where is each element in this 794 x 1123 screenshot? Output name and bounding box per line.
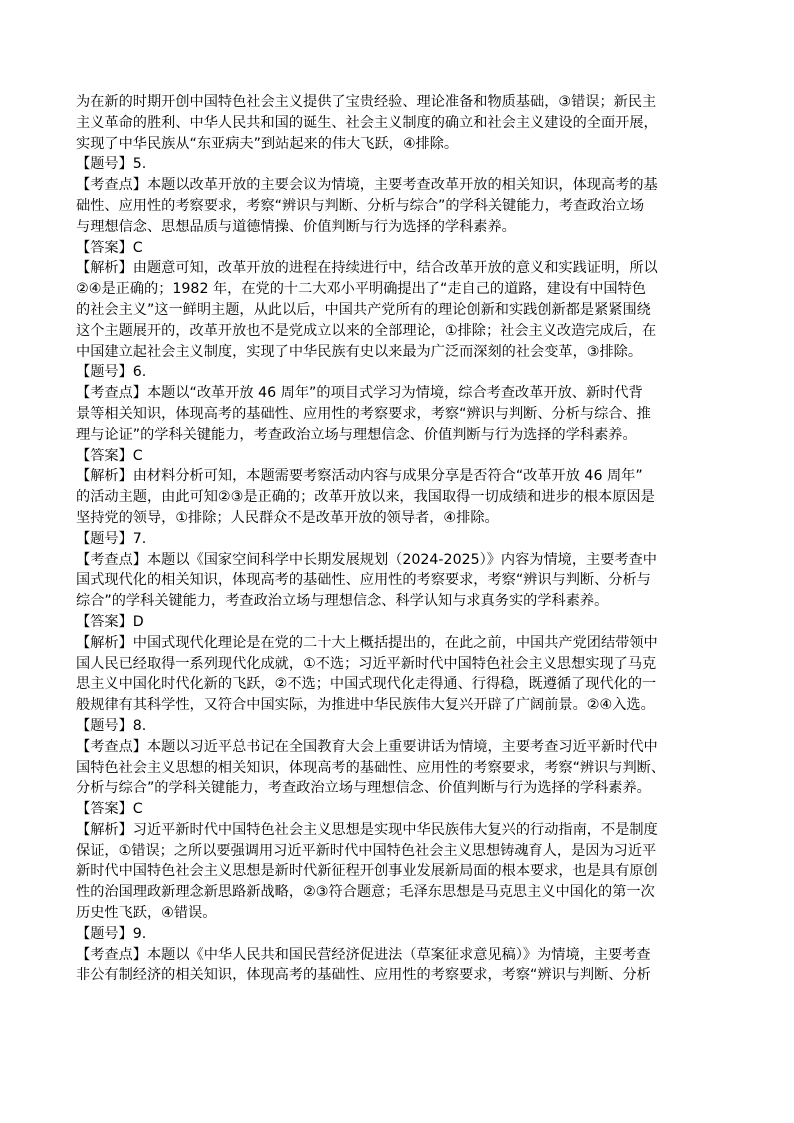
text-line: 国特色社会主义思想的相关知识，体现高考的基础性、应用性的考察要求，考察“辨识与判断、	[76, 759, 666, 776]
text-line: 国式现代化的相关知识，体现高考的基础性、应用性的考察要求，考察“辨识与判断、分析与	[76, 572, 651, 589]
paragraph-continuation	[76, 92, 720, 154]
text-line: 【题号】9.	[76, 925, 147, 942]
text-line: 【答案】C	[76, 801, 143, 818]
paragraph-exam-point	[76, 737, 720, 799]
text-line: 主义革命的胜利、中华人民共和国的诞生、社会主义制度的确立和社会主义建设的全面开展，	[76, 114, 658, 131]
text-line: 与理想信念、思想品质与道德情操、价值判断与行为选择的学科素养。	[76, 218, 516, 235]
text-line: 【题号】8.	[76, 717, 147, 734]
paragraph-analysis	[76, 466, 720, 528]
paragraph-question-no	[76, 362, 720, 383]
text-line: 的活动主题，由此可知②③是正确的；改革开放以来，我国取得一切成绩和进步的根本原因是	[76, 489, 655, 506]
text-line: 【解析】由材料分析可知，本题需要考察活动内容与成果分享是否符合“改革开放 46 周年”	[76, 468, 643, 485]
text-line: 实现了中华民族从“东亚病夫”到站起来的伟大飞跃，④排除。	[76, 135, 459, 152]
paragraph-answer	[76, 799, 720, 820]
paragraph-exam-point	[76, 383, 720, 445]
text-line: 【考查点】本题以改革开放的主要会议为情境，主要考查改革开放的相关知识，体现高考的基	[76, 177, 658, 194]
text-line: 础性、应用性的考察要求，考察“辨识与判断、分析与综合”的学科关键能力，考查政治立场	[76, 197, 645, 214]
text-line: 【题号】6.	[76, 364, 147, 381]
text-line: 国人民已经取得一系列现代化成就，①不选；习近平新时代中国特色社会主义思想实现了马克	[76, 655, 657, 672]
text-line: 思主义中国化时代化新的飞跃，②不选；中国式现代化走得通、行得稳，既遵循了现代化的一	[76, 676, 657, 693]
paragraph-question-no	[76, 716, 720, 737]
text-line: 为在新的时期开创中国特色社会主义提供了宝贵经验、理论准备和物质基础，③错误；新民主	[76, 94, 657, 110]
text-line: 这个主题展开的，改革开放也不是党成立以来的全部理论，①排除；社会主义改造完成后，在	[76, 322, 657, 339]
text-line: 景等相关知识，体现高考的基础性、应用性的考察要求，考察“辨识与判断、分析与综合、推	[76, 405, 651, 422]
paragraph-analysis	[76, 258, 720, 362]
text-line: 理与论证”的学科关键能力，考查政治立场与理想信念、价值判断与行为选择的学科素养。	[76, 426, 637, 443]
text-line: 【题号】7.	[76, 530, 147, 547]
text-line: 【解析】由题意可知，改革开放的进程在持续进行中，结合改革开放的意义和实践证明，所以	[76, 260, 658, 277]
document-body	[76, 92, 720, 986]
paragraph-exam-point	[76, 175, 720, 237]
text-line: 保证，①错误；之所以要强调用习近平新时代中国特色社会主义思想铸魂育人，是因为习近平	[76, 842, 657, 859]
text-line: 【考查点】本题以习近平总书记在全国教育大会上重要讲话为情境，主要考查习近平新时代中	[76, 738, 658, 755]
text-line: 【解析】习近平新时代中国特色社会主义思想是实现中华民族伟大复兴的行动指南，不是制度	[76, 821, 658, 838]
text-line: 中国建立起社会主义制度，实现了中华民族有史以来最为广泛而深刻的社会变革，③排除。	[76, 343, 643, 360]
text-line: 【考查点】本题以《中华人民共和国民营经济促进法（草案征求意见稿）》为情境，主要考查	[76, 946, 651, 963]
text-line: 【答案】C	[76, 239, 143, 256]
paragraph-answer	[76, 238, 720, 259]
paragraph-answer	[76, 446, 720, 467]
text-line: 非公有制经济的相关知识，体现高考的基础性、应用性的考察要求，考察“辨识与判断、分析	[76, 967, 651, 984]
text-line: ②④是正确的；1982 年，在党的十二大邓小平明确提出了“走自己的道路，建设有中国特色	[76, 281, 646, 298]
text-line: 【考查点】本题以《国家空间科学中长期发展规划（2024-2025）》内容为情境，主要考查中	[76, 551, 657, 568]
text-line: 历史性飞跃，④错误。	[76, 905, 217, 922]
text-line: 【解析】中国式现代化理论是在党的二十大上概括提出的，在此之前，中国共产党团结带领中	[76, 634, 658, 651]
paragraph-answer	[76, 612, 720, 633]
text-line: 性的治国理政新理念新思路新战略，②③符合题意；毛泽东思想是马克思主义中国化的第一次	[76, 884, 655, 901]
paragraph-question-no	[76, 529, 720, 550]
paragraph-analysis	[76, 633, 720, 716]
text-line: 坚持党的领导，①排除；人民群众不是改革开放的领导者，④排除。	[76, 509, 499, 526]
paragraph-question-no	[76, 924, 720, 945]
paragraph-question-no	[76, 154, 720, 175]
text-line: 般规律有其科学性，又符合中国实际，为推进中华民族伟大复兴开辟了广阔前景。②④入选。	[76, 697, 655, 714]
text-line: 【答案】D	[76, 613, 144, 630]
text-line: 分析与综合”的学科关键能力，考查政治立场与理想信念、价值判断与行为选择的学科素养。	[76, 780, 651, 797]
paragraph-exam-point	[76, 550, 720, 612]
text-line: 的社会主义”这一鲜明主题，从此以后，中国共产党所有的理论创新和实践创新都是紧紧围绕	[76, 301, 651, 318]
text-line: 【答案】C	[76, 447, 143, 464]
text-line: 新时代中国特色社会主义思想是新时代新征程开创事业发展新局面的根本要求，也是具有原创	[76, 863, 658, 880]
paragraph-analysis	[76, 820, 720, 924]
paragraph-exam-point	[76, 945, 720, 987]
text-line: 【题号】5.	[76, 156, 147, 173]
text-line: 综合”的学科关键能力，考查政治立场与理想信念、科学认知与求真务实的学科素养。	[76, 593, 609, 610]
text-line: 【考查点】本题以“改革开放 46 周年”的项目式学习为情境，综合考查改革开放、新时代背	[76, 385, 643, 402]
